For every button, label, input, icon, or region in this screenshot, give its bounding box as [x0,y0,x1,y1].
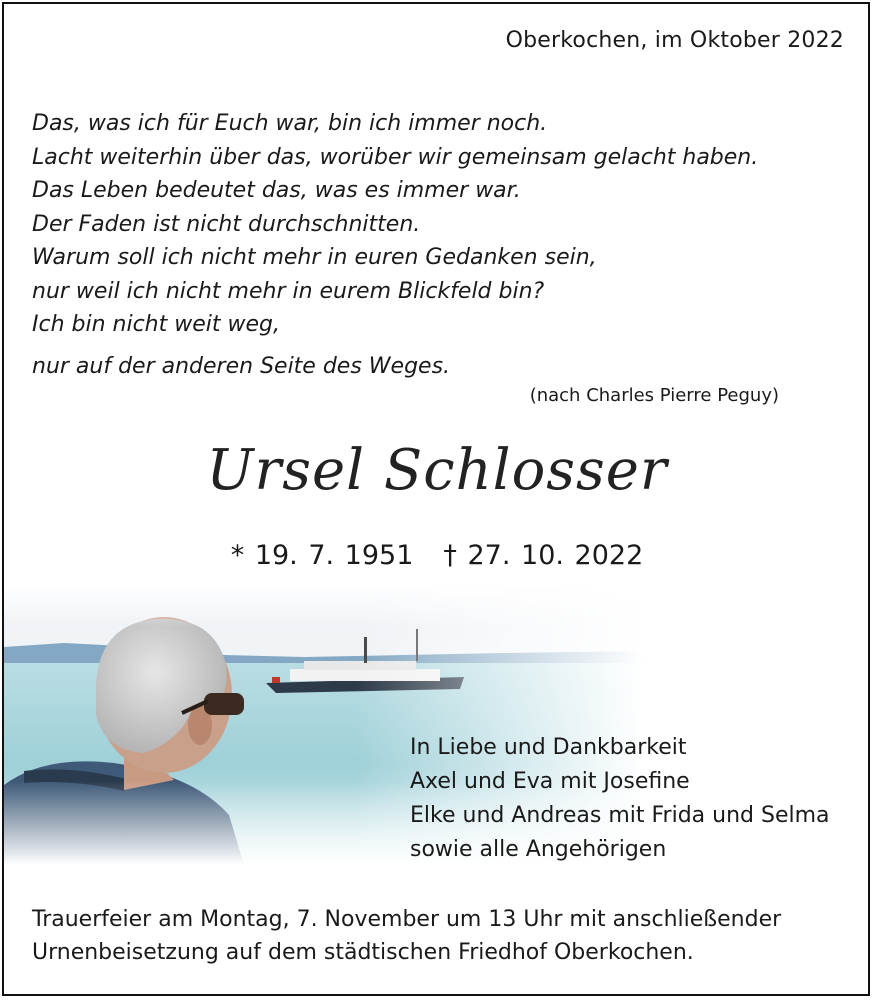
poem-line: Warum soll ich nicht mehr in euren Gedanken sein, [32,245,597,270]
family-line: In Liebe und Dankbarkeit [410,735,687,760]
poem-line: Das Leben bedeutet das, was es immer war. [32,178,521,203]
poem-line: Ich bin nicht weit weg, [32,312,280,337]
poem-line: nur weil ich nicht mehr in eurem Blickfeld bin? [32,278,545,304]
service-info [32,903,781,969]
poem-line: nur auf der anderen Seite des Weges. [32,353,451,379]
service-line: Trauerfeier am Montag, 7. November um 13 Uhr mit anschließender [32,907,782,932]
family-line: sowie alle Angehörigen [410,837,667,862]
place-date: Oberkochen, im Oktober 2022 [505,28,844,53]
service-line: Urnenbeisetzung auf dem städtischen Friedhof Oberkochen. [32,940,694,965]
life-dates [0,540,874,571]
poem-line: Das, was ich für Euch war, bin ich immer noch. [32,111,548,136]
birth-date: * 19. 7. 1951 [230,540,414,571]
poem-line: Der Faden ist nicht durchschnitten. [32,211,421,237]
family-line: Axel und Eva mit Josefine [410,769,690,794]
death-date: † 27. 10. 2022 [443,540,644,571]
poem [32,107,758,383]
family-block [410,731,830,867]
poem-attribution: (nach Charles Pierre Peguy) [529,385,779,406]
family-line: Elke und Andreas mit Frida und Selma [410,803,830,828]
deceased-name: Ursel Schlosser [206,438,668,503]
poem-line: Lacht weiterhin über das, worüber wir gemeinsam gelacht haben. [32,144,759,170]
